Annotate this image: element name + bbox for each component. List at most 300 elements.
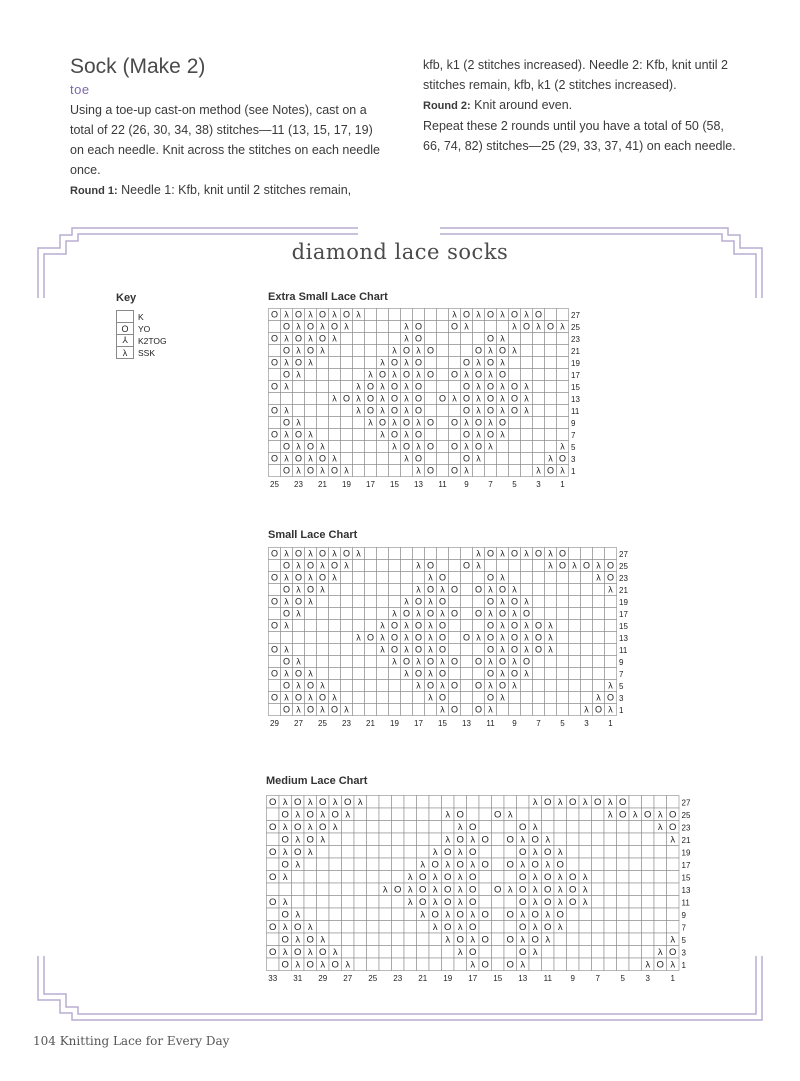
decrease-stitch: λ (520, 859, 526, 871)
decrease-stitch: λ (392, 369, 397, 380)
chart-cell (593, 620, 605, 632)
chart-cell (379, 808, 392, 821)
chart-cell (479, 871, 492, 884)
chart-cell (467, 808, 480, 821)
chart-cell (329, 668, 341, 680)
key-symbol: O (117, 323, 134, 335)
yo-stitch: O (606, 692, 615, 703)
yo-stitch: O (474, 680, 483, 691)
yo-stitch: O (450, 441, 459, 452)
chart-cell (392, 921, 405, 934)
decrease-stitch: λ (282, 872, 288, 883)
decrease-stitch: λ (320, 321, 325, 332)
yo-stitch: O (330, 465, 339, 476)
chart-cell (579, 846, 592, 859)
chart-cell (461, 548, 473, 560)
decrease-stitch: λ (507, 809, 513, 821)
column-number-label: 21 (418, 974, 428, 983)
column-number-label: 3 (584, 719, 589, 728)
yo-stitch: O (474, 417, 483, 428)
yo-stitch: O (438, 393, 447, 404)
chart-cell (342, 846, 355, 859)
chart-cell (425, 357, 437, 369)
chart-cell (353, 333, 365, 345)
decrease-stitch: λ (332, 572, 337, 583)
decrease-stitch: λ (296, 417, 301, 428)
yo-stitch: O (450, 321, 459, 332)
chart-cell (269, 560, 281, 572)
decrease-stitch: λ (520, 959, 526, 971)
chart-cell (449, 357, 461, 369)
chart-cell (329, 656, 341, 668)
decrease-stitch: λ (440, 584, 445, 595)
chart-cell (449, 560, 461, 572)
chart-cell (404, 908, 417, 921)
chart-cell (629, 833, 642, 846)
decrease-stitch: λ (476, 429, 481, 440)
decrease-stitch: λ (296, 441, 301, 452)
chart-cell (389, 453, 401, 465)
section-title: diamond lace socks (291, 240, 509, 264)
chart-cell (329, 620, 341, 632)
chart-cell (365, 584, 377, 596)
decrease-stitch: λ (332, 393, 337, 404)
column-number-label: 31 (293, 974, 303, 983)
section-subheading: toe (70, 82, 90, 97)
chart-cell (425, 393, 437, 405)
chart-cell (353, 357, 365, 369)
decrease-stitch: λ (500, 357, 505, 368)
column-number-label: 29 (318, 974, 328, 983)
yo-stitch: O (469, 847, 477, 858)
yo-stitch: O (318, 692, 327, 703)
chart-cell (377, 560, 389, 572)
chart-cell (353, 453, 365, 465)
decrease-stitch: λ (416, 417, 421, 428)
chart-cell (317, 668, 329, 680)
decrease-stitch: λ (548, 632, 553, 643)
chart-cell (567, 933, 580, 946)
yo-stitch: O (656, 959, 664, 971)
chart-cell (629, 958, 642, 971)
chart-cell (667, 908, 680, 921)
chart-cell (377, 656, 389, 668)
decrease-stitch: λ (608, 704, 613, 715)
chart-cell (593, 548, 605, 560)
decrease-stitch: λ (428, 668, 433, 679)
chart-cell (554, 933, 567, 946)
yo-stitch: O (510, 596, 519, 607)
chart-cell (392, 896, 405, 909)
chart-cell (425, 381, 437, 393)
chart-cell (269, 393, 281, 405)
chart-cell (504, 796, 517, 809)
column-number-label: 27 (343, 974, 353, 983)
chart-cell (377, 333, 389, 345)
decrease-stitch: λ (670, 934, 676, 946)
chart-cell (353, 596, 365, 608)
row-number-label: 7 (681, 923, 686, 933)
chart-cell (497, 453, 509, 465)
chart-cell (367, 958, 380, 971)
decrease-stitch: λ (332, 692, 337, 703)
page-heading: Sock (Make 2) (70, 55, 206, 78)
chart-cell (454, 958, 467, 971)
chart-cell (365, 321, 377, 333)
chart-cell (379, 958, 392, 971)
key-label: YO (138, 323, 151, 334)
chart-cell (517, 796, 530, 809)
decrease-stitch: λ (445, 809, 451, 821)
decrease-stitch: λ (548, 453, 553, 464)
chart-cell (629, 921, 642, 934)
decrease-stitch: λ (464, 465, 469, 476)
chart-cell (517, 808, 530, 821)
yo-stitch: O (531, 909, 539, 921)
decrease-stitch: λ (560, 465, 565, 476)
decrease-stitch: λ (512, 608, 517, 619)
chart-cell (317, 381, 329, 393)
chart-cell (545, 692, 557, 704)
decrease-stitch: λ (432, 847, 438, 858)
chart-cell (329, 632, 341, 644)
yo-stitch: O (306, 560, 315, 571)
round2-label: Round 2: (423, 100, 471, 112)
chart-cell (305, 393, 317, 405)
yo-stitch: O (414, 393, 423, 404)
chart-cell (492, 871, 505, 884)
chart-cell (642, 833, 655, 846)
chart-cell (367, 833, 380, 846)
chart-cell (404, 821, 417, 834)
chart-cell (461, 584, 473, 596)
chart-cell (654, 796, 667, 809)
chart-cell (479, 921, 492, 934)
column-number-label: 23 (294, 480, 303, 489)
chart-cell (354, 896, 367, 909)
chart-cell (667, 883, 680, 896)
yo-stitch: O (534, 309, 543, 320)
chart-cell (581, 548, 593, 560)
yo-stitch: O (644, 809, 652, 821)
chart-cell (365, 596, 377, 608)
chart-cell (629, 821, 642, 834)
decrease-stitch: λ (582, 872, 588, 883)
chart-cell (509, 560, 521, 572)
chart-cell (317, 369, 329, 381)
yo-stitch: O (306, 704, 315, 715)
chart-cell (389, 333, 401, 345)
decrease-stitch: λ (284, 357, 289, 368)
chart-cell (404, 921, 417, 934)
key-row (117, 323, 170, 335)
chart-cell (342, 933, 355, 946)
yo-stitch: O (481, 959, 489, 971)
yo-stitch: O (486, 405, 495, 416)
chart-cell (401, 704, 413, 716)
chart-cell (461, 644, 473, 656)
column-number-label: 1 (560, 480, 565, 489)
decrease-stitch: λ (545, 934, 551, 946)
yo-stitch: O (569, 872, 577, 883)
chart-cell (417, 821, 430, 834)
yo-stitch: O (556, 909, 564, 921)
chart-cell (569, 620, 581, 632)
decrease-stitch: λ (476, 632, 481, 643)
yo-stitch: O (594, 704, 603, 715)
chart-cell (365, 656, 377, 668)
decrease-stitch: λ (532, 884, 538, 896)
decrease-stitch: λ (282, 897, 288, 908)
chart-cell (492, 821, 505, 834)
column-number-label: 7 (595, 974, 600, 983)
chart-cell (342, 833, 355, 846)
chart-cell (557, 680, 569, 692)
yo-stitch: O (534, 644, 543, 655)
chart-cell (557, 596, 569, 608)
chart-cell (617, 871, 630, 884)
chart-cell (341, 644, 353, 656)
chart-cell (509, 453, 521, 465)
chart-cell (642, 908, 655, 921)
yo-stitch: O (270, 405, 279, 416)
chart-cell (429, 933, 442, 946)
decrease-stitch: λ (657, 809, 663, 821)
decrease-stitch: λ (356, 381, 361, 392)
decrease-stitch: λ (404, 333, 409, 344)
chart-cell (581, 584, 593, 596)
chart-cell (281, 632, 293, 644)
yo-stitch: O (426, 417, 435, 428)
decrease-stitch: λ (307, 822, 313, 833)
yo-stitch: O (270, 620, 279, 631)
yo-stitch: O (426, 345, 435, 356)
chart-cell (545, 584, 557, 596)
chart-cell (354, 846, 367, 859)
decrease-stitch: λ (488, 441, 493, 452)
chart-cell (379, 908, 392, 921)
chart-cell (401, 572, 413, 584)
decrease-stitch: λ (596, 692, 601, 703)
chart-cell (401, 560, 413, 572)
decrease-stitch: λ (296, 321, 301, 332)
decrease-stitch: λ (320, 560, 325, 571)
chart-cell (317, 858, 330, 871)
yo-stitch: O (294, 572, 303, 583)
chart-cell (533, 405, 545, 417)
chart-cell (567, 908, 580, 921)
yo-stitch: O (450, 417, 459, 428)
chart-cell (413, 309, 425, 321)
key-symbol: λ (117, 347, 134, 359)
column-number-label: 19 (443, 974, 453, 983)
chart-cell (542, 958, 555, 971)
chart-cell (557, 572, 569, 584)
chart-cell (605, 668, 617, 680)
yo-stitch: O (444, 884, 452, 896)
chart-cell (425, 405, 437, 417)
chart-cell (293, 381, 305, 393)
column-number-label: 1 (670, 974, 675, 983)
decrease-stitch: λ (532, 822, 538, 833)
yo-stitch: O (344, 797, 352, 808)
chart-cell (617, 946, 630, 959)
chart-cell (557, 417, 569, 429)
chart-cell (341, 381, 353, 393)
chart-cell (593, 584, 605, 596)
yo-stitch: O (606, 560, 615, 571)
decrease-stitch: λ (357, 797, 363, 808)
chart-cell (377, 321, 389, 333)
chart-cell (604, 908, 617, 921)
chart-cell (437, 345, 449, 357)
decrease-stitch: λ (344, 560, 349, 571)
chart-cell (654, 933, 667, 946)
yo-stitch: O (469, 897, 477, 908)
yo-stitch: O (462, 453, 471, 464)
chart-cell (592, 896, 605, 909)
yo-stitch: O (306, 345, 315, 356)
decrease-stitch: λ (307, 922, 313, 933)
chart-cell (629, 846, 642, 859)
decrease-stitch: λ (356, 405, 361, 416)
chart-cell (353, 572, 365, 584)
column-number-label: 9 (464, 480, 469, 489)
chart-cell (521, 369, 533, 381)
chart-cell (341, 345, 353, 357)
chart-cell (449, 429, 461, 441)
yo-stitch: O (522, 656, 531, 667)
chart-xs (268, 308, 608, 498)
decrease-stitch: λ (500, 333, 505, 344)
chart-cell (329, 833, 342, 846)
row-number-label: 15 (619, 622, 628, 631)
decrease-stitch: λ (308, 692, 313, 703)
chart-cell (429, 808, 442, 821)
yo-stitch: O (366, 381, 375, 392)
chart-cell (509, 357, 521, 369)
chart-cell (642, 858, 655, 871)
column-number-label: 17 (414, 719, 423, 728)
yo-stitch: O (438, 668, 447, 679)
chart-cell (392, 833, 405, 846)
decrease-stitch: λ (356, 632, 361, 643)
chart-cell (449, 692, 461, 704)
chart-cell (425, 704, 437, 716)
round1-text: Needle 1: Kfb, knit until 2 stitches remain, (121, 183, 352, 197)
yo-stitch: O (282, 608, 291, 619)
chart-cell (449, 405, 461, 417)
yo-stitch: O (390, 620, 399, 631)
yo-stitch: O (414, 321, 423, 332)
yo-stitch: O (469, 947, 477, 958)
chart-cell (579, 958, 592, 971)
decrease-stitch: λ (407, 897, 413, 908)
yo-stitch: O (318, 572, 327, 583)
decrease-stitch: λ (500, 381, 505, 392)
chart-cell (377, 704, 389, 716)
chart-cell (342, 858, 355, 871)
chart-cell (317, 846, 330, 859)
yo-stitch: O (294, 596, 303, 607)
column-number-label: 19 (390, 719, 399, 728)
chart-cell (442, 946, 455, 959)
decrease-stitch: λ (308, 309, 313, 320)
chart-cell (521, 572, 533, 584)
chart-cell (497, 321, 509, 333)
chart-cell (367, 883, 380, 896)
chart-cell (492, 796, 505, 809)
decrease-stitch: λ (295, 809, 301, 821)
decrease-stitch: λ (560, 321, 565, 332)
yo-stitch: O (330, 560, 339, 571)
decrease-stitch: λ (404, 429, 409, 440)
chart-cell (341, 405, 353, 417)
chart-cell (605, 644, 617, 656)
decrease-stitch: λ (524, 668, 529, 679)
chart-cell (604, 858, 617, 871)
yo-stitch: O (270, 453, 279, 464)
yo-stitch: O (474, 369, 483, 380)
row-number-label: 21 (571, 347, 580, 356)
chart-cell (593, 608, 605, 620)
yo-stitch: O (558, 548, 567, 559)
chart-cell (473, 572, 485, 584)
chart-cell (521, 584, 533, 596)
chart-cell (479, 883, 492, 896)
chart-cell (557, 656, 569, 668)
decrease-stitch: λ (380, 381, 385, 392)
decrease-stitch: λ (512, 680, 517, 691)
chart-cell (473, 644, 485, 656)
chart-cell (413, 692, 425, 704)
column-number-label: 25 (270, 480, 279, 489)
chart-cell (461, 333, 473, 345)
chart-cell (354, 858, 367, 871)
round2-text: Knit around even. (474, 98, 573, 112)
chart-cell (545, 596, 557, 608)
column-number-label: 23 (393, 974, 403, 983)
yo-stitch: O (342, 393, 351, 404)
decrease-stitch: λ (476, 453, 481, 464)
decrease-stitch: λ (488, 417, 493, 428)
chart-cell (492, 946, 505, 959)
decrease-stitch: λ (282, 797, 288, 808)
key-label: SSK (138, 347, 156, 358)
yo-stitch: O (390, 381, 399, 392)
yo-stitch: O (594, 797, 602, 808)
chart-cell (542, 808, 555, 821)
chart-cell (521, 680, 533, 692)
yo-stitch: O (462, 309, 471, 320)
chart-cell (654, 858, 667, 871)
decrease-stitch: λ (476, 548, 481, 559)
chart-cell (342, 921, 355, 934)
chart-cell (267, 933, 280, 946)
decrease-stitch: λ (548, 644, 553, 655)
chart-cell (354, 883, 367, 896)
yo-stitch: O (270, 429, 279, 440)
chart-cell (279, 883, 292, 896)
chart-cell (269, 632, 281, 644)
yo-stitch: O (569, 897, 577, 908)
chart-cell (341, 680, 353, 692)
chart-cell (389, 704, 401, 716)
chart-cell (379, 796, 392, 809)
yo-stitch: O (270, 572, 279, 583)
yo-stitch: O (498, 345, 507, 356)
chart-cell (342, 946, 355, 959)
